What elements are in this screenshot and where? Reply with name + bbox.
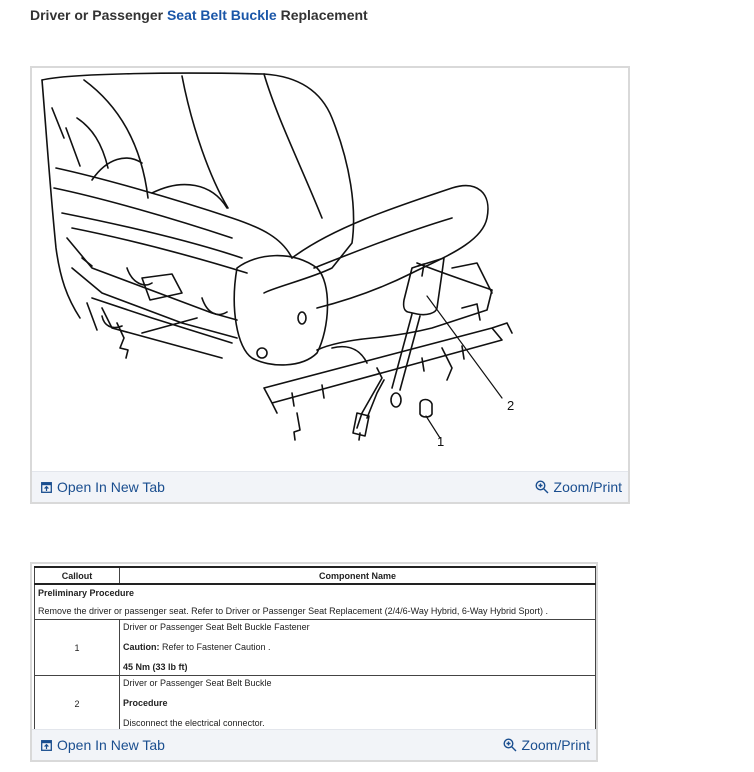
zoom-in-icon xyxy=(503,738,517,752)
table-header-row xyxy=(35,567,596,584)
table-footer xyxy=(32,729,596,760)
seat-cushion-folds xyxy=(54,168,292,273)
open-new-tab-icon xyxy=(41,740,52,751)
page-title xyxy=(30,7,368,23)
component-cell xyxy=(120,676,596,732)
title-text-start: Driver or Passenger xyxy=(30,7,167,23)
procedure-label: Procedure xyxy=(123,698,168,708)
open-in-new-tab-label: Open In New Tab xyxy=(57,479,165,495)
callout-cell: 1 xyxy=(35,620,120,676)
open-in-new-tab-link[interactable] xyxy=(41,479,165,495)
component-table-card xyxy=(30,562,598,762)
open-new-tab-icon xyxy=(41,482,52,493)
open-in-new-tab-label: Open In New Tab xyxy=(57,737,165,753)
zoom-print-label: Zoom/Print xyxy=(521,737,590,753)
zoom-print-link[interactable] xyxy=(503,737,590,753)
preliminary-procedure-text: Remove the driver or passenger seat. Refer to Driver or Passenger Seat Replacement (2/4/6-Way Hybrid, 6-Way Hybrid Sport) . xyxy=(35,601,596,620)
component-name-column-header: Component Name xyxy=(120,567,596,584)
seat-frame xyxy=(67,238,237,358)
seat-back-inner xyxy=(84,74,322,218)
table-row xyxy=(35,620,596,676)
figure-footer xyxy=(32,471,628,502)
component-name: Driver or Passenger Seat Belt Buckle Fastener xyxy=(123,622,310,632)
component-cell xyxy=(120,620,596,676)
table-row xyxy=(35,676,596,732)
title-text-end: Replacement xyxy=(276,7,368,23)
preliminary-procedure-heading: Preliminary Procedure xyxy=(35,584,596,601)
procedure-text: Disconnect the electrical connector. xyxy=(123,718,265,728)
caution-text: Refer to Fastener Caution . xyxy=(159,642,271,652)
zoom-print-label: Zoom/Print xyxy=(553,479,622,495)
seat-belt-buckle-illustration xyxy=(32,68,628,473)
preliminary-title-row xyxy=(35,584,596,601)
title-link-seat-belt-buckle[interactable]: Seat Belt Buckle xyxy=(166,7,277,23)
component-name: Driver or Passenger Seat Belt Buckle xyxy=(123,678,272,688)
callout-number-2: 2 xyxy=(507,398,515,413)
open-in-new-tab-link[interactable] xyxy=(41,737,165,753)
caution-label: Caution: xyxy=(123,642,160,652)
buckle-fastener xyxy=(420,400,432,418)
buckle-strap xyxy=(392,314,420,390)
seat-cushion-outline xyxy=(292,186,488,308)
callout-cell: 2 xyxy=(35,676,120,732)
seat-back-left xyxy=(42,80,80,318)
seat-side-shield xyxy=(234,256,327,365)
callout-leader-2 xyxy=(427,296,502,398)
zoom-in-icon xyxy=(535,480,549,494)
buckle-wire xyxy=(357,368,384,428)
component-table xyxy=(34,566,596,732)
preliminary-text-row xyxy=(35,601,596,620)
caution-line xyxy=(123,642,592,662)
callout-number-1: 1 xyxy=(437,434,445,449)
torque-spec: 45 Nm (33 lb ft) xyxy=(123,662,188,672)
zoom-print-link[interactable] xyxy=(535,479,622,495)
rear-bolt xyxy=(102,316,128,358)
figure-card xyxy=(30,66,630,504)
callout-column-header: Callout xyxy=(35,567,120,584)
